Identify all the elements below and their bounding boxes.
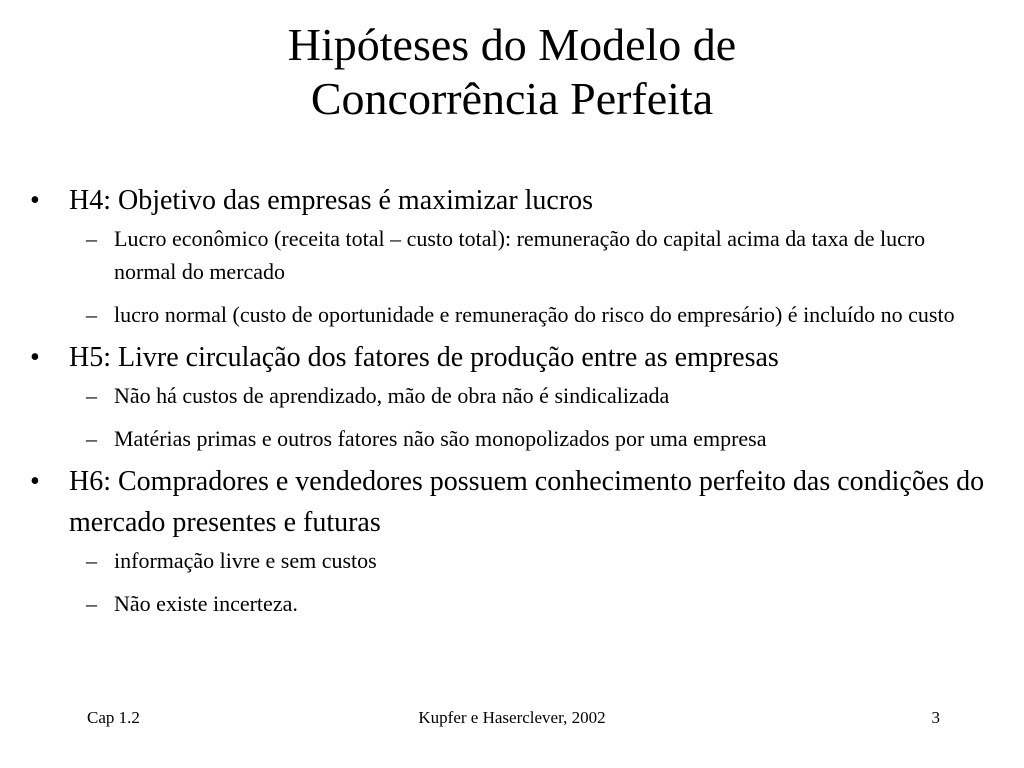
footer-chapter: Cap 1.2 [87, 708, 140, 727]
bullet-item [30, 461, 990, 543]
slide-title [0, 18, 1024, 126]
sub-bullet-item [86, 222, 990, 288]
sub-bullet-item [86, 298, 990, 331]
sub-bullet-text: lucro normal (custo de oportunidade e remuneração do risco do empresário) é incluído no custo [114, 302, 955, 327]
sub-bullet-text: Matérias primas e outros fatores não são monopolizados por uma empresa [114, 426, 767, 451]
sub-bullet-text: informação livre e sem custos [114, 548, 377, 573]
dash-icon: – [86, 591, 97, 616]
dash-icon: – [86, 383, 97, 408]
dash-icon: – [86, 426, 97, 451]
bullet-text: H5: Livre circulação dos fatores de produção entre as empresas [69, 342, 779, 373]
sub-bullet-text: Não há custos de aprendizado, mão de obra não é sindicalizada [114, 383, 670, 408]
slide-title-line-2: Concorrência Perfeita [310, 73, 714, 124]
footer-citation: Kupfer e Haserclever, 2002 [418, 708, 606, 727]
dash-icon: – [86, 302, 97, 327]
bullet-list [30, 180, 990, 630]
bullet-item [30, 337, 990, 378]
footer-page-number: 3 [931, 708, 940, 727]
slide-title-line-1: Hipóteses do Modelo de [287, 19, 737, 70]
bullet-text: H6: Compradores e vendedores possuem conhecimento perfeito das condições do mercado presentes e futuras [69, 466, 985, 538]
sub-bullet-text: Não existe incerteza. [114, 591, 298, 616]
sub-bullet-text: Lucro econômico (receita total – custo total): remuneração do capital acima da taxa de lucro normal do mercado [114, 226, 926, 284]
dash-icon: – [86, 226, 97, 251]
dash-icon: – [86, 548, 97, 573]
bullet-icon: • [30, 342, 40, 373]
sub-bullet-item [86, 422, 990, 455]
bullet-item [30, 180, 990, 221]
sub-bullet-item [86, 544, 990, 577]
sub-bullet-item [86, 379, 990, 412]
bullet-text: H4: Objetivo das empresas é maximizar lucros [69, 185, 594, 216]
bullet-icon: • [30, 185, 40, 216]
bullet-icon: • [30, 466, 40, 497]
sub-bullet-item [86, 587, 990, 620]
